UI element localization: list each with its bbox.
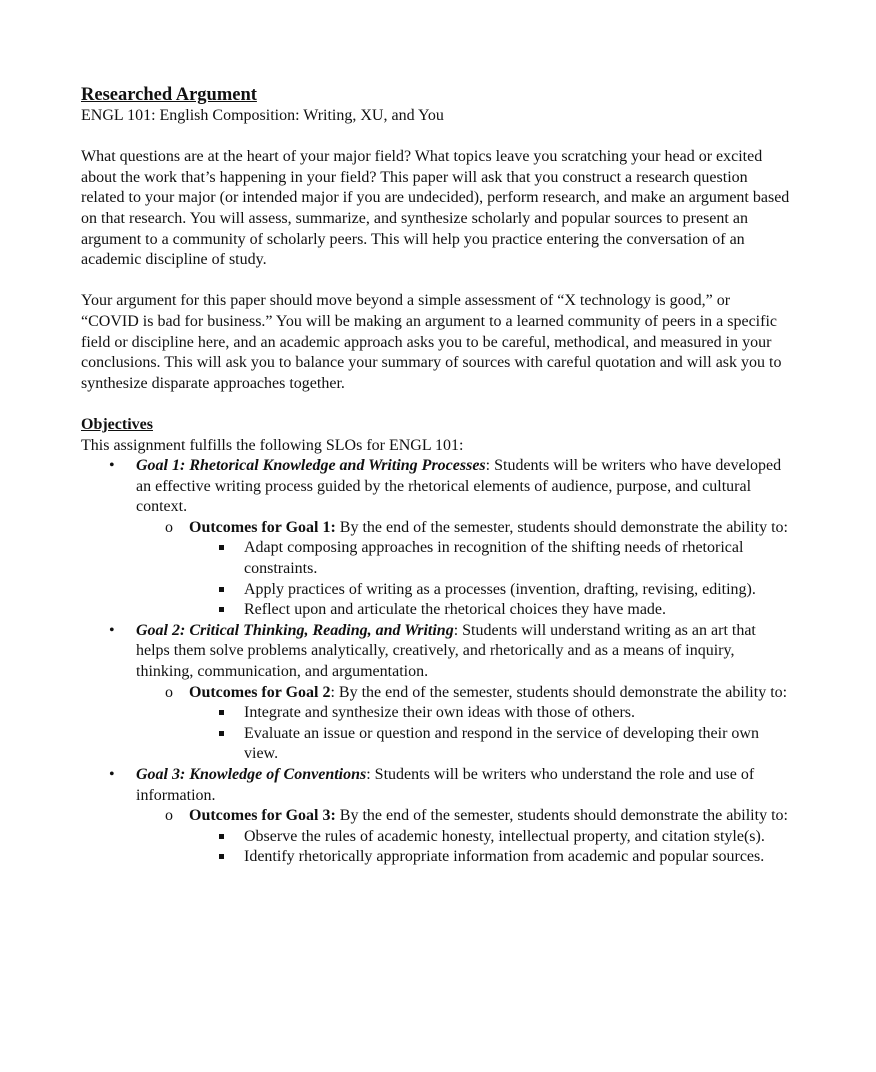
outcome-description: By the end of the semester, students should demonstrate the ability to:	[335, 518, 788, 536]
outcome-item	[136, 683, 791, 765]
outcomes-list	[136, 683, 791, 765]
outcome-items-list	[189, 827, 791, 868]
outcomes-list	[136, 518, 791, 621]
goal-name: Goal 3: Knowledge of Conventions	[136, 766, 367, 783]
outcome-list-item: Observe the rules of academic honesty, intellectual property, and citation style(s).	[189, 827, 791, 848]
outcomes-list	[136, 806, 791, 868]
outcome-list-item: Integrate and synthesize their own ideas with those of others.	[189, 703, 791, 724]
outcome-items-list	[189, 538, 791, 620]
outcome-name: Outcomes for Goal 2	[189, 683, 331, 701]
outcome-items-list	[189, 703, 791, 765]
outcome-item	[136, 806, 791, 868]
document-title: Researched Argument	[81, 85, 257, 105]
outcome-name: Outcomes for Goal 1:	[189, 518, 336, 536]
goal-item	[81, 765, 791, 868]
goal-description: : Students will be writers who understand the role and use of information.	[136, 766, 755, 804]
goal-item	[81, 456, 791, 621]
objectives-intro: This assignment fulfills the following SLOs for ENGL 101:	[81, 436, 464, 454]
outcome-item	[136, 518, 791, 621]
document-page	[81, 84, 791, 868]
outcome-description: By the end of the semester, students should demonstrate the ability to:	[335, 807, 788, 825]
outcome-list-item: Adapt composing approaches in recognition of the shifting needs of rhetorical constraints.	[189, 538, 791, 579]
goal-description: : Students will understand writing as an art that helps them solve problems analytically, creatively, and rhetorically and as a means of inquiry, thinking, communication, and argumentation.	[136, 621, 756, 681]
outcome-list-item: Reflect upon and articulate the rhetorical choices they have made.	[189, 600, 791, 621]
intro-paragraph: What questions are at the heart of your major field? What topics leave you scratching your head or excited about the work that’s happening in your field? This paper will ask that you construct a research question related to your major (or intended major if you are undecided), perform research, and make an argument based on that research. You will assess, summarize, and synthesize scholarly and popular sources to present an argument to a community of scholarly peers. This will help you practice entering the conversation of an academic discipline of study.	[81, 148, 790, 269]
outcome-list-item: Apply practices of writing as a processes (invention, drafting, revising, editing).	[189, 580, 791, 601]
goal-name: Goal 2: Critical Thinking, Reading, and Writing	[136, 621, 454, 639]
argument-paragraph: Your argument for this paper should move beyond a simple assessment of “X technology is good,” or “COVID is bad for business.” You will be making an argument to a learned community of peers in a specific field or discipline here, and an academic approach asks you to be careful, methodical, and measured in your conclusions. This will ask you to balance your summary of sources with careful quotation and will ask you to synthesize disparate approaches together.	[81, 292, 782, 392]
outcome-list-item: Identify rhetorically appropriate information from academic and popular sources.	[189, 847, 791, 868]
goals-list	[81, 456, 791, 868]
outcome-name: Outcomes for Goal 3:	[189, 807, 336, 825]
course-subtitle: ENGL 101: English Composition: Writing, XU, and You	[81, 107, 444, 124]
goal-name: Goal 1: Rhetorical Knowledge and Writing Processes	[136, 457, 486, 475]
outcome-description: : By the end of the semester, students should demonstrate the ability to:	[330, 683, 788, 701]
goal-description: : Students will be writers who have developed an effective writing process guided by the rhetorical elements of audience, purpose, and cultural context.	[136, 457, 782, 516]
outcome-list-item: Evaluate an issue or question and respond in the service of developing their own view.	[189, 724, 791, 765]
objectives-heading: Objectives	[81, 415, 153, 433]
goal-item	[81, 621, 791, 765]
